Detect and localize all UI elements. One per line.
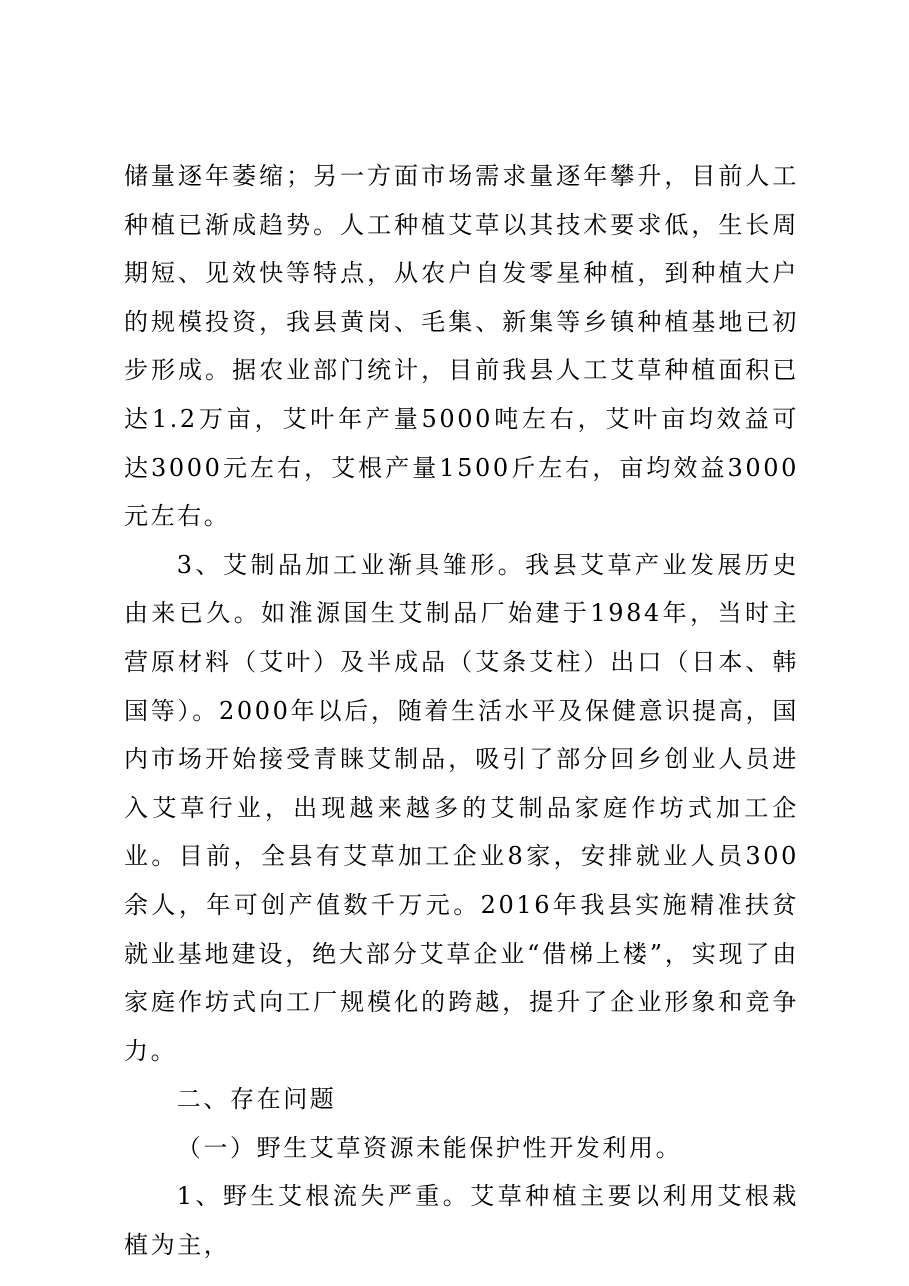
document-body bbox=[124, 152, 799, 1270]
section-heading-problems: 二、存在问题 bbox=[176, 1085, 337, 1114]
paragraph-section-3: 3、艾制品加工业渐具雏形。我县艾草产业发展历史由来已久。如淮源国生艾制品厂始建于1984年，当时主营原材料（艾叶）及半成品（艾条艾柱）出口（日本、韩国等）。2000年以后，随着生活水平及保健意识提高，国内市场开始接受青睐艾制品，吸引了部分回乡创业人员进入艾草行业，出现越来越多的艾制品家庭作坊式加工企业。目前，全县有艾草加工企业8家，安排就业人员300余人，年可创产值数千万元。2016年我县实施精准扶贫就业基地建设，绝大部分艾草企业“借梯上楼”，实现了由家庭作坊式向工厂规模化的跨越，提升了企业形象和竞争力。 bbox=[124, 550, 799, 1065]
paragraph-continuation: 储量逐年萎缩；另一方面市场需求量逐年攀升，目前人工种植已渐成趋势。人工种植艾草以其技术要求低，生长周期短、见效快等特点，从农户自发零星种植，到种植大户的规模投资，我县黄岗、毛集、新集等乡镇种植基地已初步形成。据农业部门统计，目前我县人工艾草种植面积已达1.2万亩，艾叶年产量5000吨左右，艾叶亩均效益可达3000元左右，艾根产量1500斤左右，亩均效益3000元左右。 bbox=[124, 162, 799, 531]
subsection-heading-1: （一）野生艾草资源未能保护性开发利用。 bbox=[176, 1133, 683, 1162]
paragraph-item-1: 1、野生艾根流失严重。艾草种植主要以利用艾根栽植为主， bbox=[124, 1182, 799, 1260]
